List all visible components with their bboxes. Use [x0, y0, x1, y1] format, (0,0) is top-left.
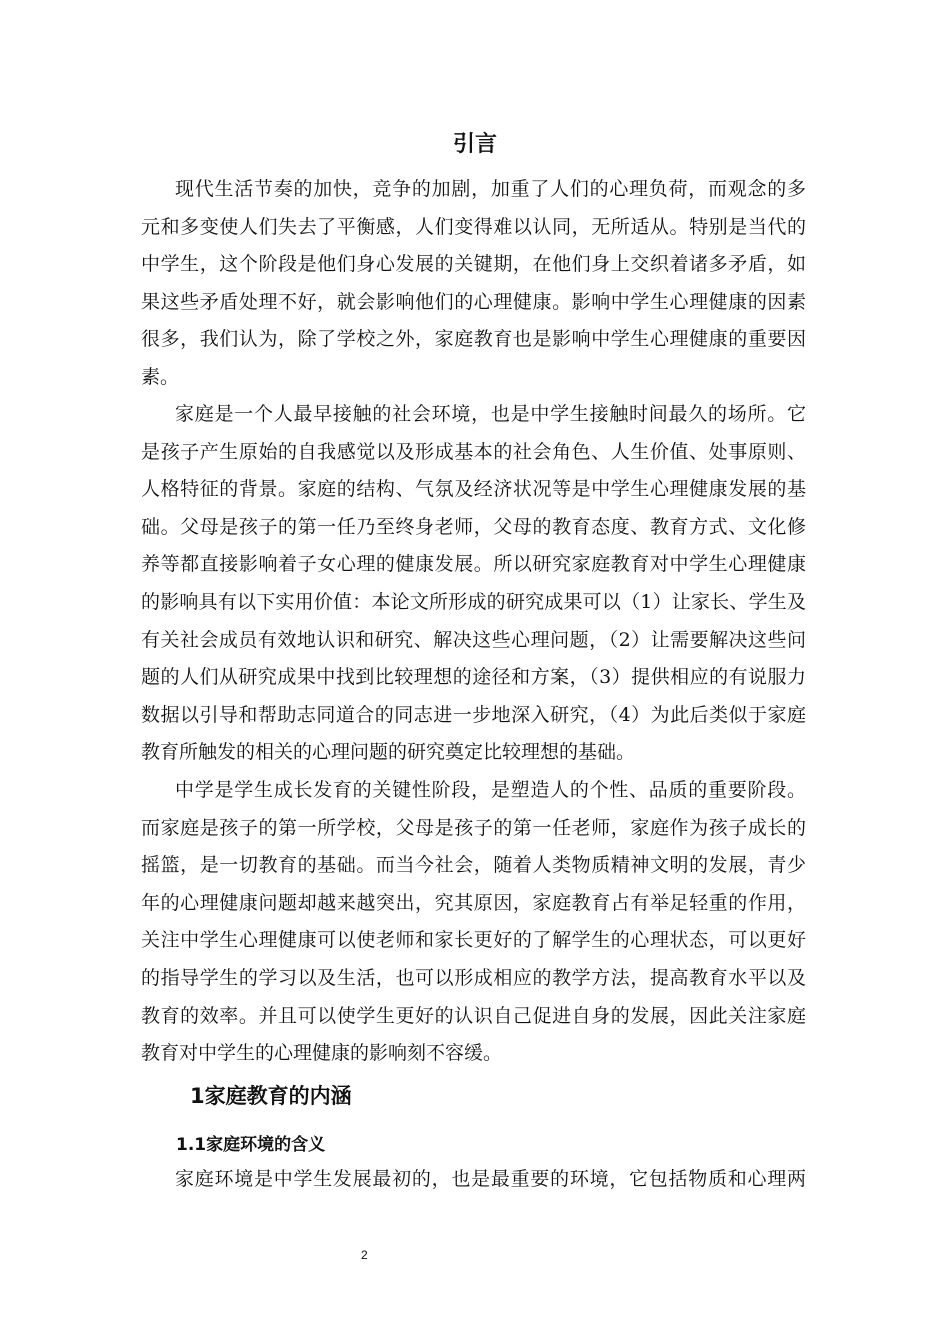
text-line: 教育所触发的相关的心理问题的研究奠定比较理想的基础。 [141, 741, 636, 764]
page-title: 引言 [452, 132, 497, 157]
text-line: 的影响具有以下实用价值：本论文所形成的研究成果可以（1）让家长、学生及 [141, 590, 806, 613]
text-line: 素。 [141, 365, 180, 388]
section-heading: 1家庭教育的内涵 [190, 1084, 352, 1108]
paragraph-1 [141, 171, 806, 397]
text-line: 关注中学生心理健康可以使老师和家长更好的了解学生的心理状态，可以更好 [141, 929, 806, 952]
text-line: 养等都直接影响着子女心理的健康发展。所以研究家庭教育对中学生心理健康 [141, 553, 806, 576]
text-line: 摇篮，是一切教育的基础。而当今社会，随着人类物质精神文明的发展，青少 [141, 854, 806, 877]
text-line: 教育的效率。并且可以使学生更好的认识自己促进自身的发展，因此关注家庭 [141, 1004, 806, 1027]
text-line: 中学生，这个阶段是他们身心发展的关键期，在他们身上交织着诸多矛盾，如 [141, 253, 806, 276]
text-line: 人格特征的背景。家庭的结构、气氛及经济状况等是中学生心理健康发展的基 [141, 478, 806, 501]
text-line: 家庭是一个人最早接触的社会环境，也是中学生接触时间最久的场所。它 [175, 403, 806, 425]
text-line: 中学是学生成长发育的关键性阶段，是塑造人的个性、品质的重要阶段。 [175, 779, 806, 801]
text-line: 数据以引导和帮助志同道合的同志进一步地深入研究，（4）为此后类似于家庭 [141, 703, 806, 726]
text-line: 的指导学生的学习以及生活，也可以形成相应的教学方法，提高教育水平以及 [141, 966, 806, 989]
text-line: 是孩子产生原始的自我感觉以及形成基本的社会角色、人生价值、处事原则、 [141, 440, 806, 463]
paragraph-2 [141, 396, 806, 772]
text-line: 有关社会成员有效地认识和研究、解决这些心理问题，（2）让需要解决这些问 [141, 628, 806, 651]
text-line: 家庭环境是中学生发展最初的，也是最重要的环境，它包括物质和心理两 [175, 1168, 806, 1190]
paragraph-4 [141, 1161, 806, 1199]
text-line: 很多，我们认为，除了学校之外，家庭教育也是影响中学生心理健康的重要因 [141, 328, 806, 351]
subsection-heading: 1.1家庭环境的含义 [176, 1135, 326, 1155]
text-line: 础。父母是孩子的第一任乃至终身老师，父母的教育态度、教育方式、文化修 [141, 515, 806, 538]
text-line: 而家庭是孩子的第一所学校，父母是孩子的第一任老师，家庭作为孩子成长的 [141, 816, 806, 839]
paragraph-3 [141, 772, 806, 1073]
page-number: 2 [361, 1248, 368, 1262]
text-line: 题的人们从研究成果中找到比较理想的途径和方案，（3）提供相应的有说服力 [141, 666, 806, 689]
text-line: 果这些矛盾处理不好，就会影响他们的心理健康。影响中学生心理健康的因素 [141, 290, 806, 313]
text-line: 教育对中学生的心理健康的影响刻不容缓。 [141, 1042, 503, 1065]
text-line: 现代生活节奏的加快，竞争的加剧，加重了人们的心理负荷，而观念的多 [175, 178, 806, 200]
text-line: 年的心理健康问题却越来越突出，究其原因，家庭教育占有举足轻重的作用， [141, 891, 806, 914]
text-line: 元和多变使人们失去了平衡感，人们变得难以认同，无所适从。特别是当代的 [141, 215, 806, 238]
